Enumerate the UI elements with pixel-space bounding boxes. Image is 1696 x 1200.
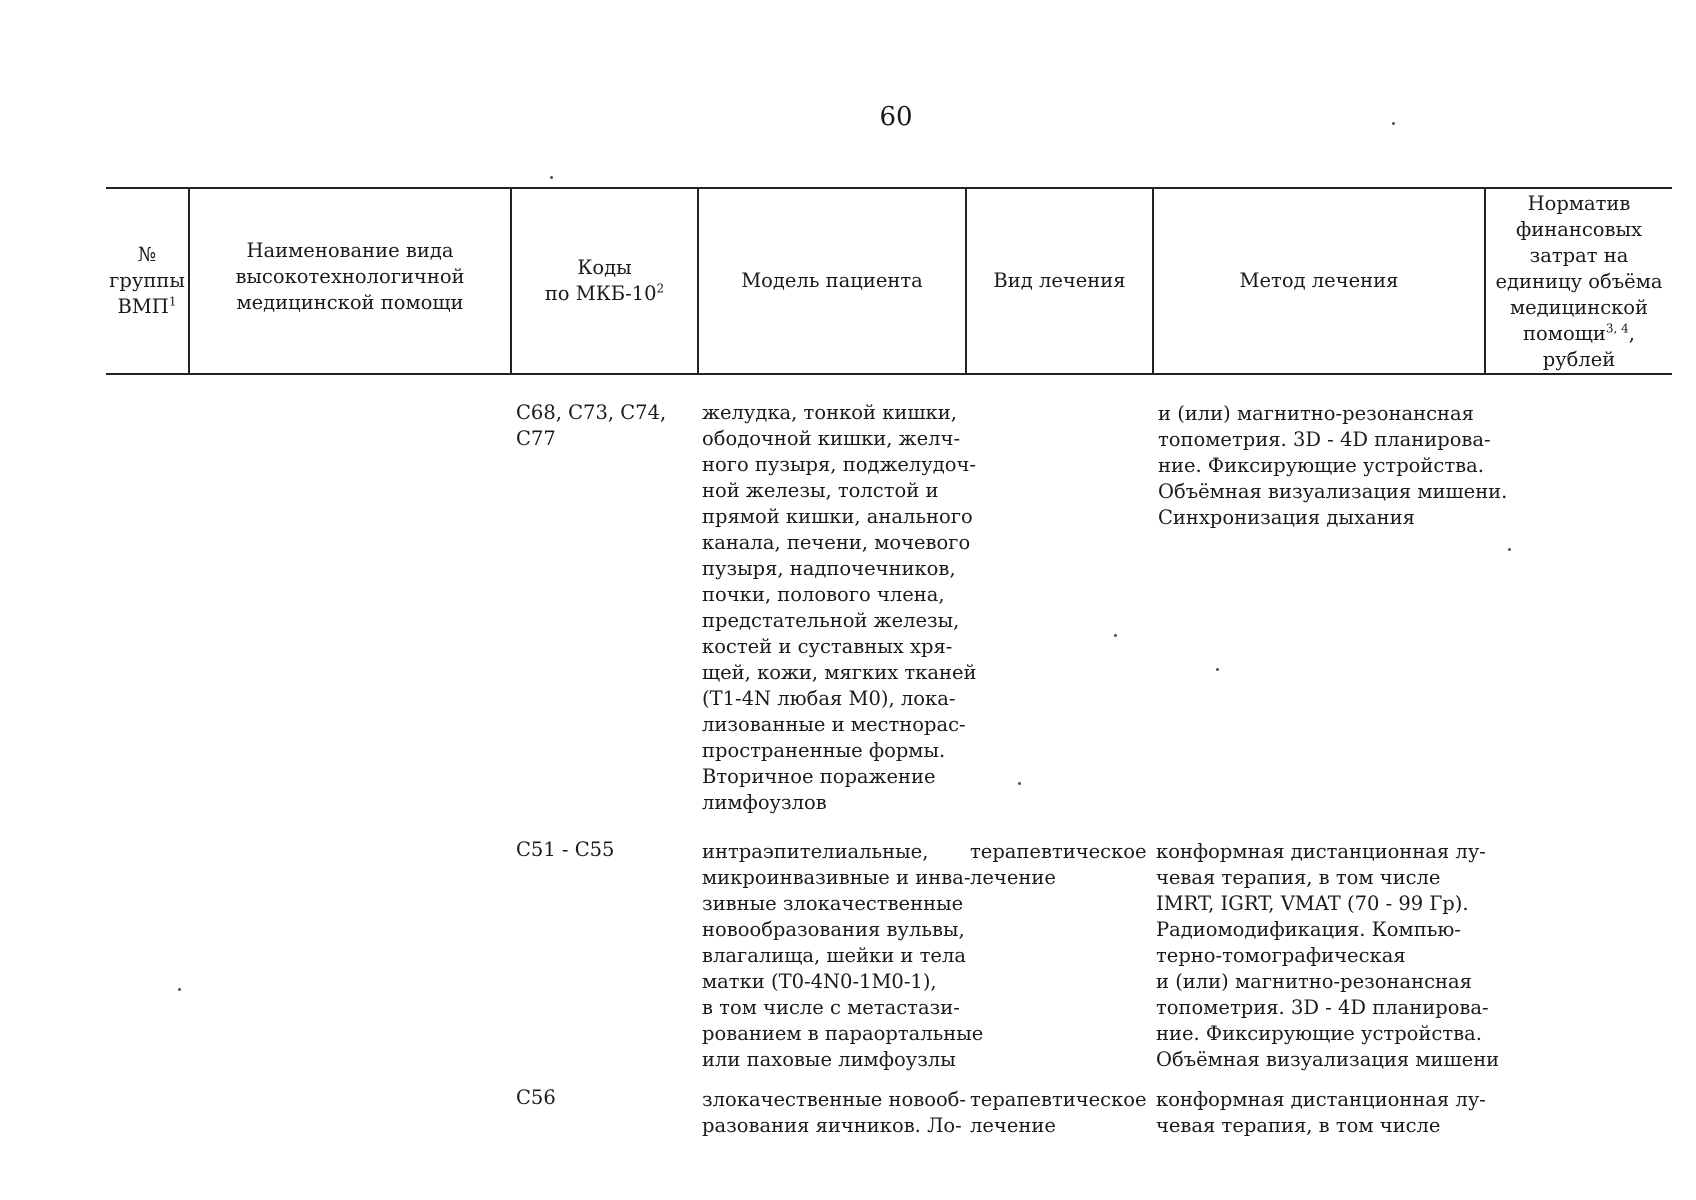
cell-text-line: C56 (516, 1086, 556, 1109)
cell-text-line: рованием в параортальные (702, 1022, 984, 1045)
cell-text-line: и (или) магнитно-резонансная (1156, 970, 1472, 993)
cell-text-line: терапевтическое (970, 1088, 1147, 1111)
row-3-treatment-type (970, 1087, 1147, 1139)
cell-text-line: пространенные формы. (702, 739, 946, 762)
footnote-marker: 2 (656, 281, 665, 296)
row-3-patient-model (702, 1087, 966, 1139)
cell-text-line: ободочной кишки, желч- (702, 427, 961, 450)
cell-text-line: (T1-4N любая M0), лока- (702, 687, 956, 710)
scan-speck (1018, 782, 1021, 785)
cell-text-line: влагалища, шейки и тела (702, 944, 966, 967)
cell-text-line: новообразования вульвы, (702, 918, 965, 941)
cell-text-line: ние. Фиксирующие устройства. (1158, 454, 1484, 477)
cell-text-line: зивные злокачественные (702, 892, 964, 915)
row-2-treatment-type (970, 839, 1147, 891)
row-1-patient-model (702, 400, 977, 816)
scan-speck (1508, 548, 1511, 551)
cell-text-line: прямой кишки, анального (702, 505, 973, 528)
cell-text-line: щей, кожи, мягких тканей (702, 661, 977, 684)
cell-text-line: Вторичное поражение (702, 765, 936, 788)
header-patient-model: Модель пациента (741, 269, 923, 292)
header-financial-norm-line: финансовых (1515, 218, 1643, 241)
cell-text-line: лечение (970, 866, 1056, 889)
cell-text-line: чевая терапия, в том числе (1156, 866, 1441, 889)
cell-text-line: конформная дистанционная лу- (1156, 1088, 1486, 1111)
scan-speck (178, 988, 181, 991)
cell-text-line: желудка, тонкой кишки, (702, 401, 957, 424)
cell-text-line: матки (T0-4N0-1M0-1), (702, 970, 937, 993)
cell-text-line: C77 (516, 427, 556, 450)
cell-text-line: C51 - C55 (516, 838, 615, 861)
row-3-codes (516, 1085, 556, 1111)
cell-text-line: конформная дистанционная лу- (1156, 840, 1486, 863)
cell-text-line: терно-томографическая (1156, 944, 1406, 967)
cell-text-line: ного пузыря, поджелудоч- (702, 453, 977, 476)
cell-text-line: лимфоузлов (702, 791, 827, 814)
header-care-type-name-line: медицинской помощи (236, 291, 464, 314)
header-care-type-name-line: высокотехнологичной (235, 265, 465, 288)
cell-text-line: или паховые лимфоузлы (702, 1048, 956, 1071)
cell-text-line: топометрия. 3D - 4D планирова- (1156, 996, 1489, 1019)
cell-text-line: Объёмная визуализация мишени. (1158, 480, 1508, 503)
scan-speck (1392, 122, 1395, 125)
header-icd-codes-line: по МКБ-$10^2$ (544, 281, 665, 305)
row-3-treatment-method (1156, 1087, 1486, 1139)
row-1-treatment-method (1158, 401, 1507, 531)
cell-text-line: разования яичников. Ло- (702, 1114, 962, 1137)
header-treatment-type: Вид лечения (993, 269, 1126, 292)
header-treatment-method: Метод лечения (1239, 269, 1399, 292)
header-financial-norm-line: Норматив (1527, 192, 1631, 215)
header-financial-norm (1486, 191, 1672, 375)
row-2-codes (516, 837, 614, 863)
cell-text-line: Радиомодификация. Компью- (1156, 918, 1461, 941)
scan-speck (1114, 634, 1117, 637)
header-financial-norm-line: единицу объёма (1495, 270, 1663, 293)
header-care-type-name-line: Наименование вида (246, 239, 454, 262)
cell-text-line: предстательной железы, (702, 609, 960, 632)
page-number: 60 (879, 102, 913, 132)
header-care-type-name (190, 189, 510, 373)
cell-text-line: терапевтическое (970, 840, 1147, 863)
header-financial-norm-line: затрат на (1529, 244, 1629, 267)
header-group-number (106, 189, 188, 373)
cell-text-line: почки, полового члена, (702, 583, 945, 606)
row-2-patient-model (702, 839, 983, 1073)
table-header-bottom-rule (106, 373, 1672, 375)
cell-text-line: чевая терапия, в том числе (1156, 1114, 1441, 1137)
cell-text-line: топометрия. 3D - 4D планирова- (1158, 428, 1491, 451)
header-financial-norm-line: помощи$^{3, 4}$, (1523, 321, 1635, 345)
cell-text-line: лечение (970, 1114, 1056, 1137)
cell-text-line: в том числе с метастази- (702, 996, 960, 1019)
cell-text-line: канала, печени, мочевого (702, 531, 971, 554)
header-group-number-line: группы (109, 269, 185, 292)
header-icd-codes (512, 189, 697, 373)
cell-text-line: C68, C73, C74, (516, 401, 667, 424)
cell-text-line: ние. Фиксирующие устройства. (1156, 1022, 1482, 1045)
footnote-marker: 3, 4 (1605, 321, 1629, 336)
cell-text-line: и (или) магнитно-резонансная (1158, 402, 1474, 425)
cell-text-line: ной железы, толстой и (702, 479, 939, 502)
header-financial-norm-line: медицинской (1509, 296, 1649, 319)
header-icd-codes-line: Коды (577, 256, 632, 279)
cell-text-line: лизованные и местнорас- (702, 713, 966, 736)
row-2-treatment-method (1156, 839, 1499, 1073)
cell-text-line: Синхронизация дыхания (1158, 506, 1415, 529)
cell-text-line: интраэпителиальные, (702, 840, 929, 863)
cell-text-line: микроинвазивные и инва- (702, 866, 971, 889)
cell-text-line: пузыря, надпочечников, (702, 557, 956, 580)
footnote-marker: 1 (168, 294, 177, 309)
cell-text-line: злокачественные новооб- (702, 1088, 967, 1111)
header-financial-norm-line: рублей (1542, 348, 1616, 371)
cell-text-line: костей и суставных хря- (702, 635, 953, 658)
row-1-codes (516, 400, 666, 452)
header-group-number-line: ВМП$^1$ (117, 294, 177, 318)
scan-speck (1216, 668, 1219, 671)
cell-text-line: IMRT, IGRT, VMAT (70 - 99 Гр). (1156, 892, 1469, 915)
header-group-number-line: № (137, 243, 157, 266)
scan-speck (550, 176, 553, 179)
cell-text-line: Объёмная визуализация мишени (1156, 1048, 1500, 1071)
